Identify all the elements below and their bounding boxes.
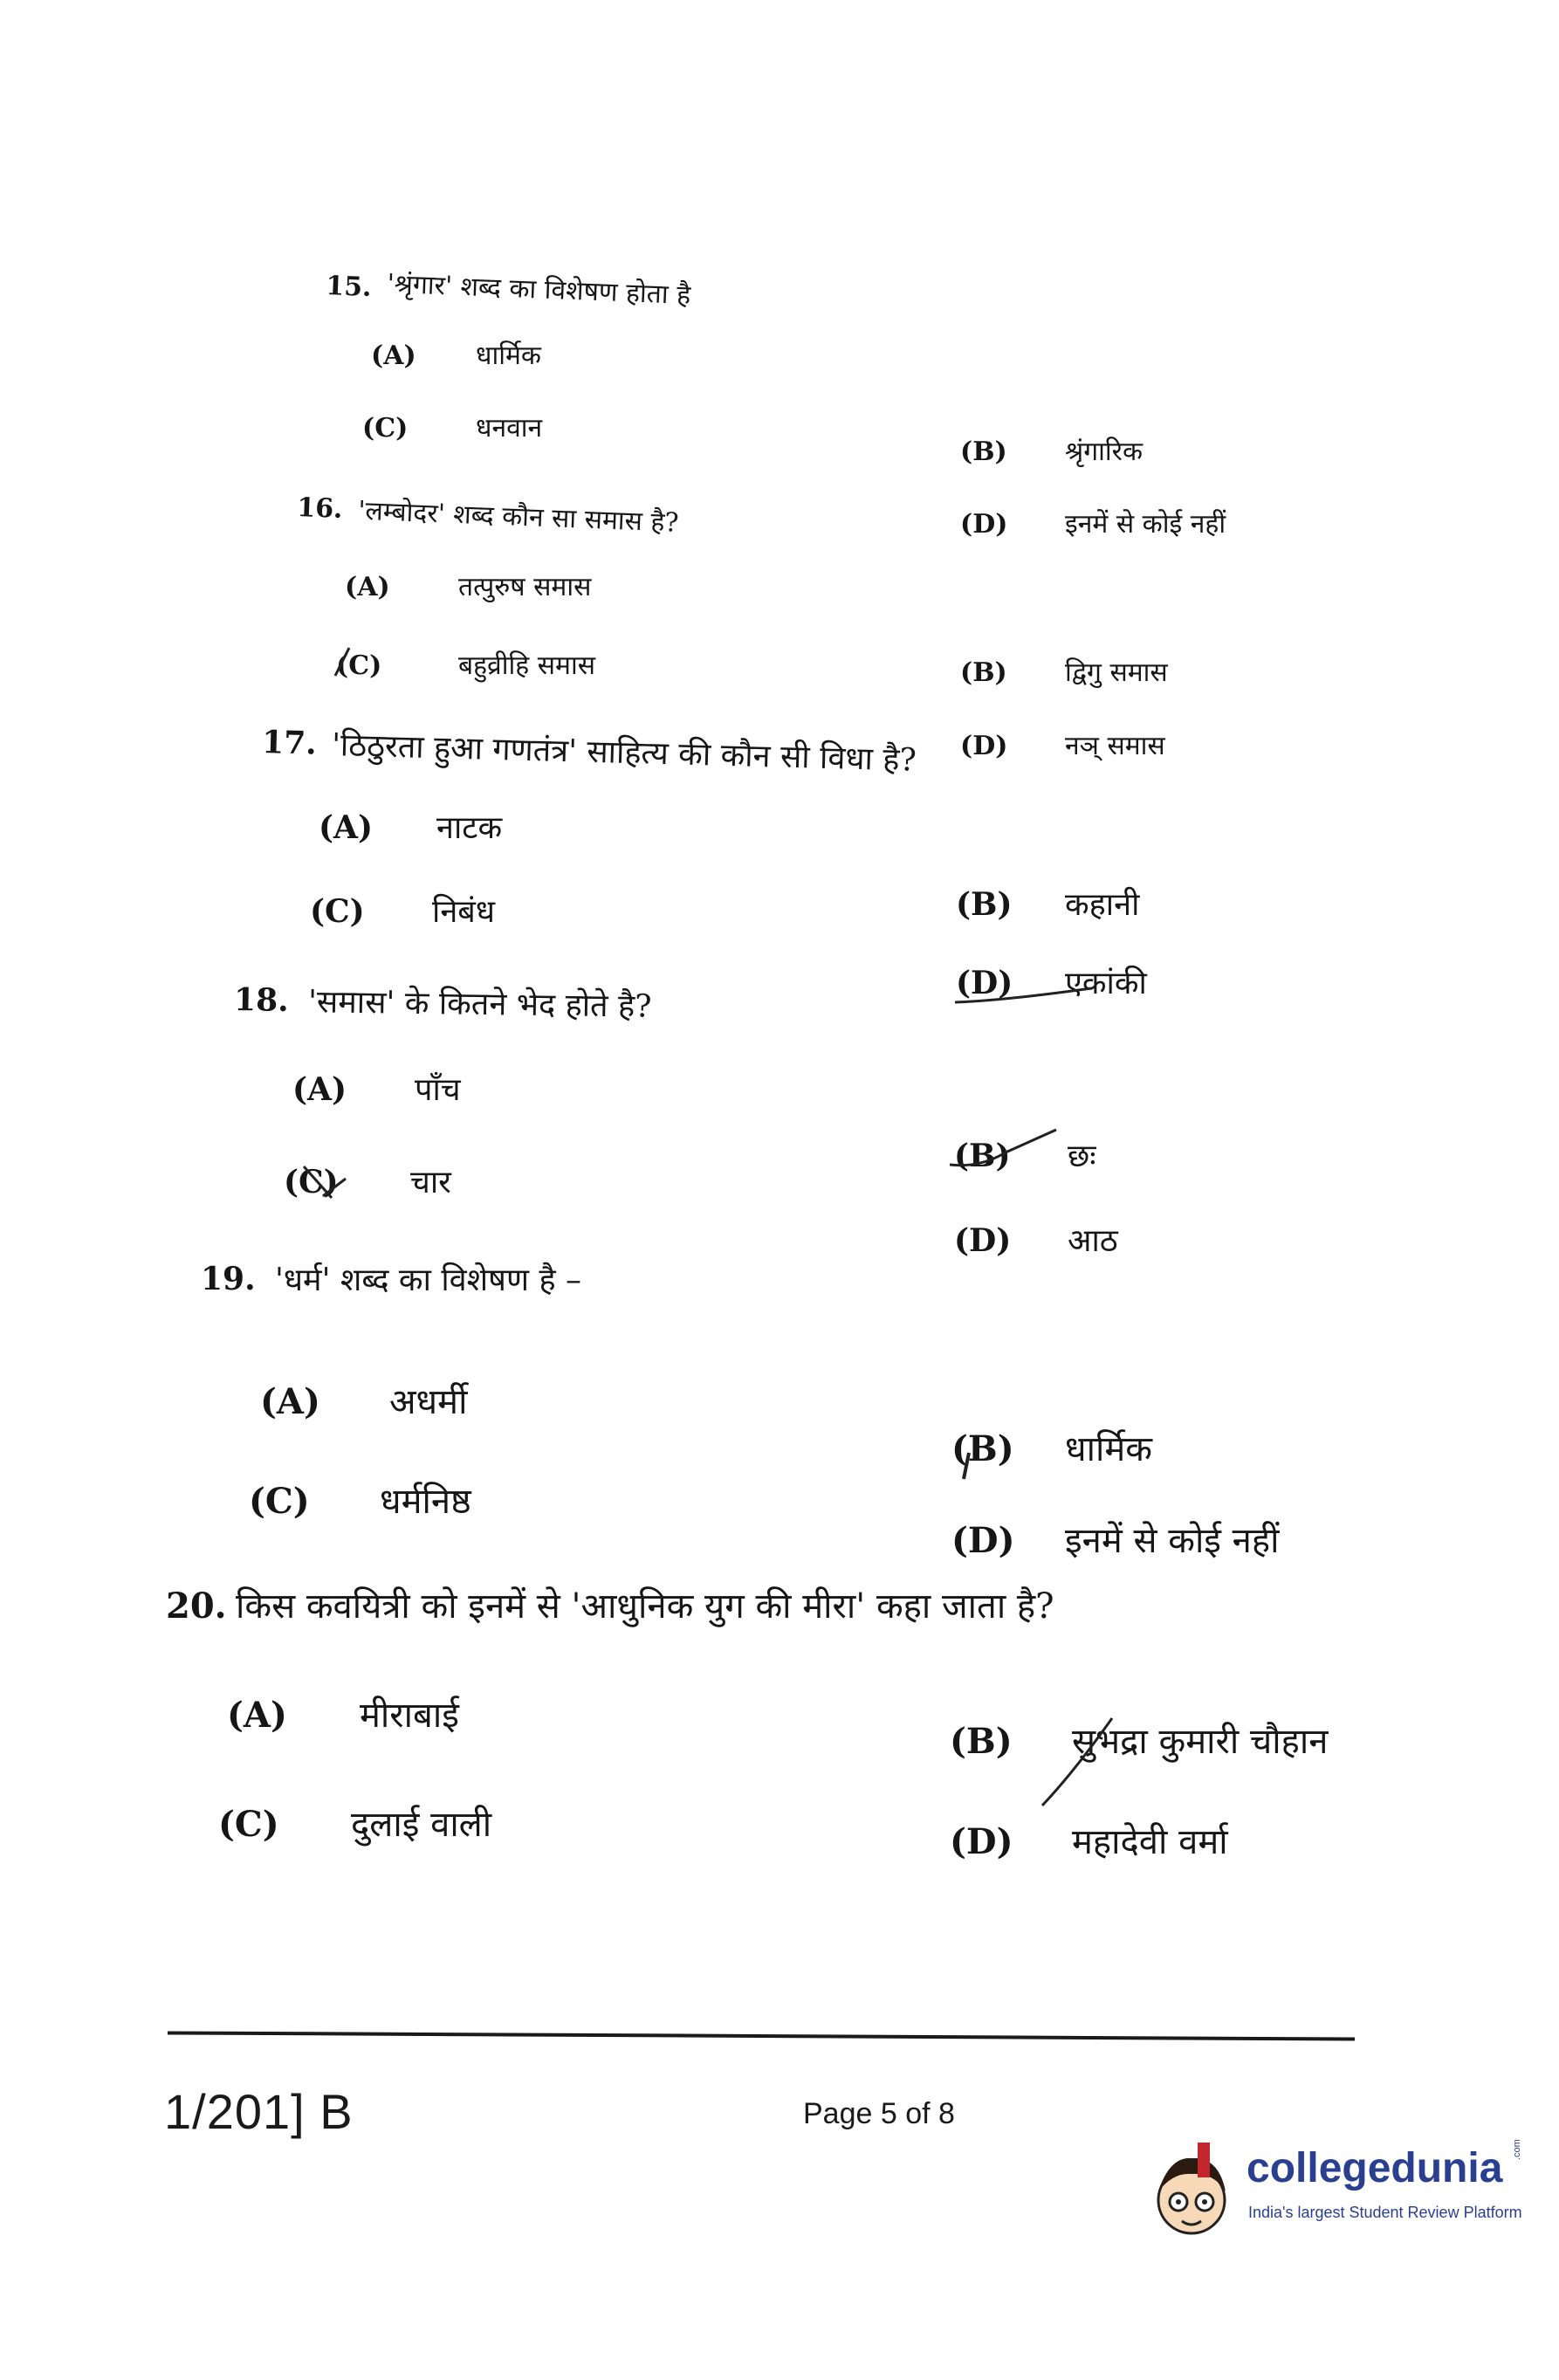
question-text: 'लम्बोदर' शब्द कौन सा समास है?	[357, 495, 680, 539]
option-text: निबंध	[432, 894, 496, 930]
option-20-b	[950, 1716, 1328, 1764]
option-label: (B)	[960, 657, 1007, 688]
brand-tagline: India's largest Student Review Platform	[1248, 2204, 1522, 2221]
brand-name: collegedunia	[1247, 2145, 1503, 2191]
option-18-a	[292, 1067, 461, 1110]
question-17	[261, 720, 1047, 794]
option-17-c	[310, 889, 495, 932]
option-label: (D)	[960, 731, 1008, 761]
option-17-b	[956, 882, 1139, 925]
option-label: (D)	[956, 965, 1013, 1001]
tick-mark-icon	[951, 976, 1126, 1011]
option-label: (D)	[950, 1821, 1013, 1862]
question-number: 15.	[325, 271, 373, 304]
option-19-d	[951, 1515, 1279, 1563]
option-label: (C)	[284, 1164, 339, 1200]
option-text: द्विगु समास	[1065, 657, 1168, 688]
option-label: (B)	[951, 1428, 1014, 1469]
footer-divider	[168, 2031, 1355, 2040]
option-label: (A)	[260, 1381, 320, 1422]
option-19-a	[260, 1376, 467, 1424]
option-label: (B)	[950, 1721, 1013, 1762]
question-text: 'धर्म' शब्द का विशेषण है –	[275, 1262, 582, 1298]
tick-mark-icon	[330, 644, 356, 679]
mascot-icon	[1143, 2137, 1240, 2251]
option-text: महादेवी वर्मा	[1072, 1822, 1228, 1862]
option-text: धार्मिक	[476, 340, 541, 371]
brand-suffix: .com	[1512, 2139, 1522, 2160]
option-label: (B)	[956, 886, 1013, 923]
option-text: इनमें से कोई नहीं	[1065, 509, 1226, 540]
question-text: किस कवयित्री को इनमें से 'आधुनिक युग की मीरा' कहा जाता है?	[236, 1586, 1054, 1627]
option-label: (D)	[951, 1520, 1015, 1561]
option-20-a	[227, 1689, 459, 1737]
question-19	[201, 1257, 812, 1310]
option-text: नाटक	[436, 810, 503, 846]
question-text: 'श्रृंगार' शब्द का विशेषण होता है	[386, 268, 691, 312]
option-20-d	[950, 1816, 1228, 1864]
question-number: 20.	[166, 1586, 227, 1627]
option-text: कहानी	[1065, 887, 1140, 923]
option-label: (D)	[960, 509, 1008, 540]
option-label: (C)	[249, 1481, 310, 1522]
option-label: (A)	[371, 340, 416, 371]
option-16-c	[336, 646, 595, 682]
question-16	[296, 489, 1083, 572]
option-text: धार्मिक	[1065, 1429, 1152, 1469]
option-text: दुलाई वाली	[351, 1805, 492, 1845]
option-15-b	[960, 432, 1143, 468]
option-text: मीराबाई	[360, 1696, 459, 1736]
option-label: (C)	[336, 650, 382, 681]
page-number: Page 5 of 8	[803, 2097, 955, 2130]
collegedunia-logo	[1143, 2137, 1528, 2251]
option-text: सुभद्रा कुमारी चौहान	[1072, 1722, 1329, 1762]
option-text: धर्मनिष्ठ	[380, 1482, 471, 1522]
tick-mark-icon	[1039, 1711, 1117, 1816]
option-17-a	[319, 805, 502, 848]
option-text: एकांकी	[1065, 966, 1147, 1001]
tick-mark-icon	[944, 1126, 1067, 1179]
option-text: बहुव्रीहि समास	[458, 650, 596, 681]
option-text: तत्पुरुष समास	[458, 572, 592, 602]
option-15-a	[371, 336, 541, 372]
option-19-c	[249, 1475, 471, 1524]
question-text: 'ठिठुरता हुआ गणतंत्र' साहित्य की कौन सी विधा है?	[331, 727, 917, 779]
option-label: (C)	[310, 893, 365, 930]
option-label: (C)	[362, 413, 409, 444]
option-16-b	[960, 653, 1168, 689]
option-text: अधर्मी	[389, 1382, 468, 1422]
option-text: आठ	[1068, 1223, 1118, 1259]
paper-code: 1/201] B	[164, 2084, 354, 2139]
cross-mark-icon	[297, 1159, 349, 1203]
option-label: (A)	[292, 1071, 347, 1108]
option-label: (B)	[960, 437, 1007, 467]
option-text: छः	[1068, 1138, 1096, 1174]
question-20	[166, 1580, 1213, 1641]
option-text: इनमें से कोई नहीं	[1065, 1521, 1280, 1561]
question-number: 18.	[233, 981, 289, 1019]
option-label: (A)	[345, 572, 390, 602]
option-text: पाँच	[415, 1072, 461, 1108]
option-text: चार	[410, 1165, 451, 1200]
option-15-c	[362, 409, 542, 444]
question-text: 'समास' के कितने भेद होते है?	[307, 984, 652, 1025]
question-number: 16.	[296, 492, 344, 525]
option-label: (A)	[227, 1695, 287, 1736]
option-text: धनवान	[476, 413, 543, 444]
option-18-d	[954, 1218, 1118, 1261]
option-20-c	[218, 1799, 491, 1847]
option-16-a	[345, 567, 591, 603]
tick-mark-icon	[960, 1449, 995, 1484]
option-text: श्रृंगारिक	[1065, 437, 1143, 467]
question-18	[234, 978, 846, 1039]
option-label: (D)	[954, 1222, 1012, 1259]
question-number: 17.	[261, 724, 318, 762]
option-label: (A)	[319, 809, 373, 846]
question-number: 19.	[201, 1261, 256, 1297]
option-label: (C)	[218, 1804, 279, 1845]
option-label: (B)	[954, 1138, 1011, 1174]
option-text: नञ् समास	[1065, 731, 1165, 761]
